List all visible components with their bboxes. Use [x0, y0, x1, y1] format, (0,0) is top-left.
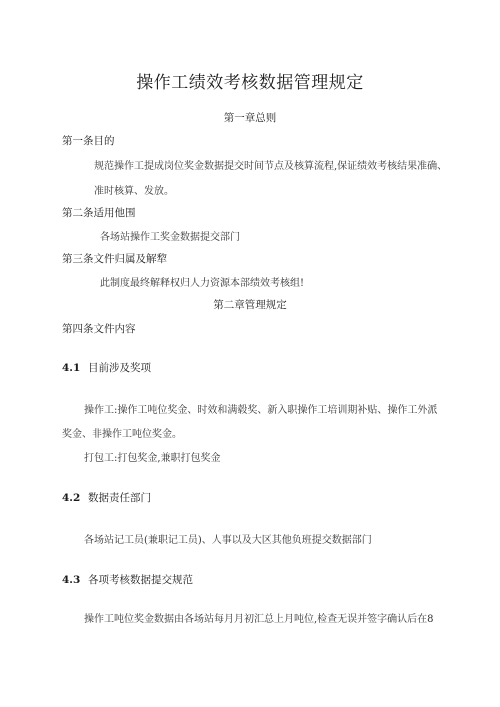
section-4-3-heading	[62, 572, 193, 587]
section-4-2-number: 4.2	[62, 492, 81, 504]
section-4-1-title: 目前涉及奖项	[88, 362, 151, 374]
chapter-1-heading: 第一章总则	[223, 112, 277, 124]
article-1-text-line2: 准时核算、发放。	[94, 186, 174, 197]
section-4-2-heading	[62, 490, 151, 505]
article-1-heading: 第一条目的	[62, 135, 115, 147]
section-4-3-text: 操作工吨位奖金数据由各场站每月月初汇总上月吨位,检查无误并签字确认后在8	[84, 614, 434, 625]
document-title: 操作工绩效考核数据管理规定	[136, 73, 364, 93]
section-4-1-number: 4.1	[62, 362, 81, 374]
article-1-text-line1: 规范操作工提成岗位奖金数据提交时间节点及核算流程,保证绩效考核结果准确、	[94, 161, 448, 172]
chapter-2-heading: 第二章管理规定	[213, 299, 287, 311]
section-4-1-text-line1: 操作工:操作工吨位奖金、时效和满毂奖、新入职操作工培训期补贴、操作工外派	[84, 405, 438, 416]
article-4-heading: 第四条文件内容	[62, 323, 136, 335]
section-4-1-text-line2: 奖金、非操作工吨位奖金。	[62, 429, 182, 440]
section-4-1-heading	[62, 360, 151, 375]
section-4-2-title: 数据责任部门	[88, 492, 151, 504]
article-2-text: 各场站操作工奖金数据提交部门	[100, 232, 240, 243]
article-3-heading: 第三条文件归属及解犂	[62, 253, 167, 265]
section-4-1-text-line3: 打包工:打包奖金,兼职打包奖金	[84, 453, 221, 464]
section-4-3-number: 4.3	[62, 574, 81, 586]
article-3-text: 此制度最终解释权归人力资源本部绩效考核组!	[100, 278, 305, 289]
section-4-3-title: 各项考核数据提交规范	[88, 574, 193, 586]
section-4-2-text: 各场站记工员(兼职记工员)、人事以及大区其他负班提交数据部门	[84, 535, 372, 546]
article-2-heading: 第二条适用他围	[62, 207, 136, 219]
